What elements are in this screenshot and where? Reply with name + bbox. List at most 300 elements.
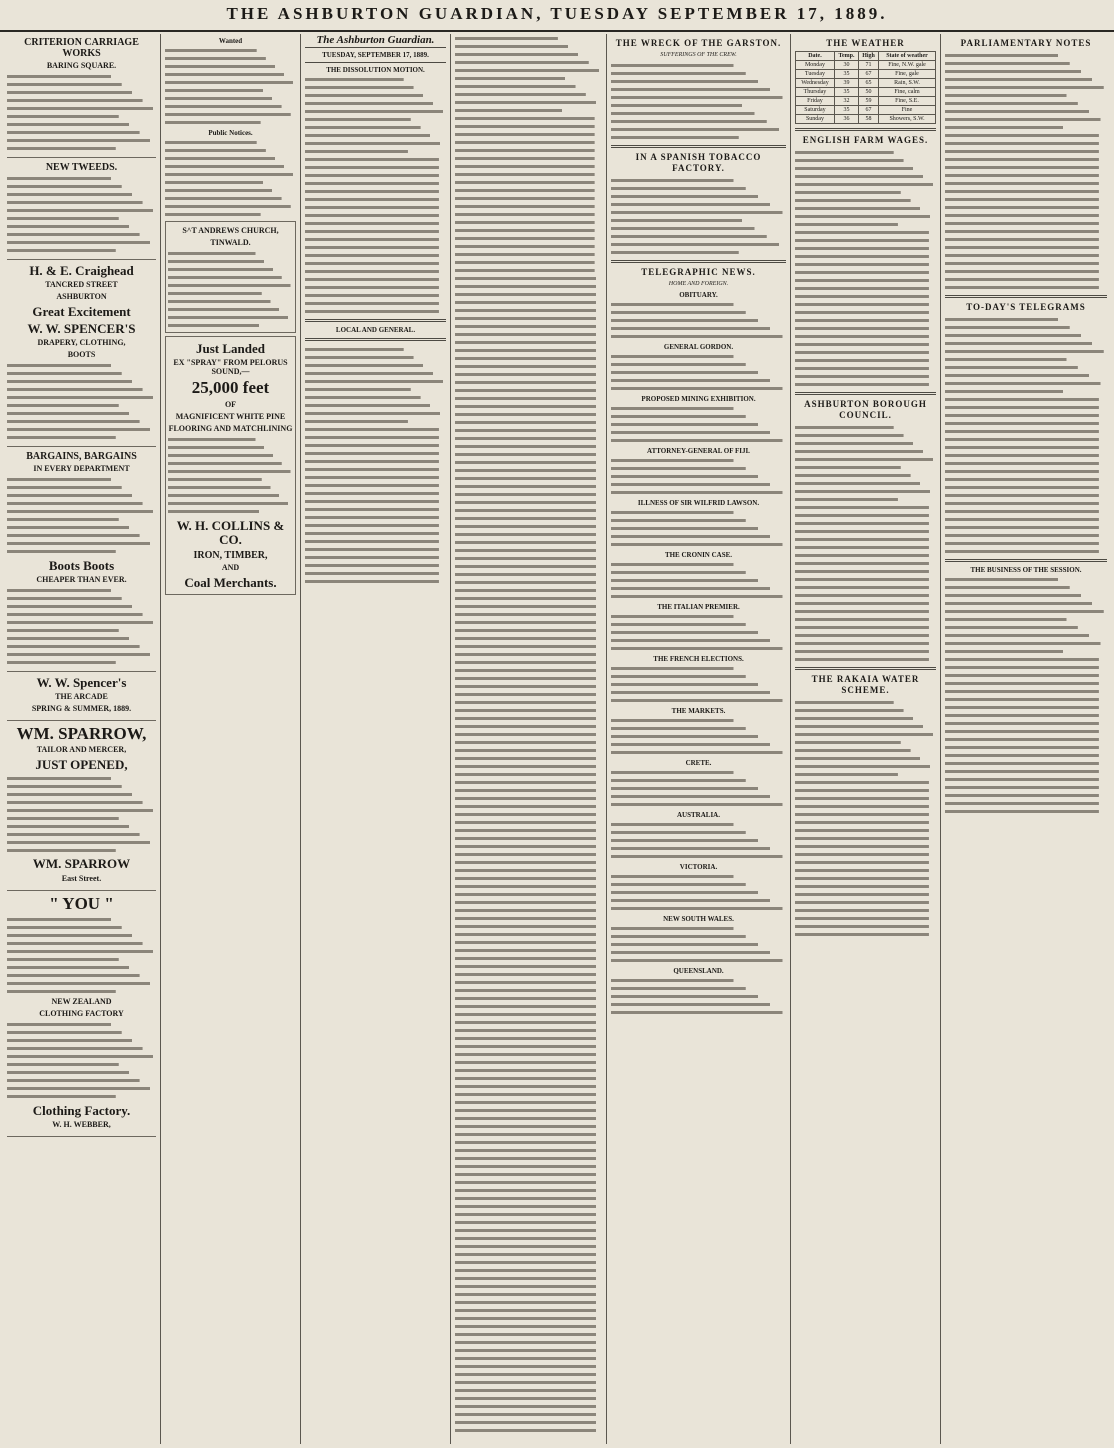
- text-line: [945, 647, 1107, 655]
- text-line: [611, 324, 786, 332]
- weather-cell: 32: [834, 97, 858, 106]
- text-line: [168, 468, 293, 476]
- ad-line: EX "SPRAY" FROM PELORUS SOUND,—: [173, 357, 288, 376]
- text-line: [7, 1077, 156, 1085]
- text-line: [7, 207, 156, 215]
- text-line: [945, 599, 1107, 607]
- text-line: [945, 515, 1107, 523]
- ad-title: BARGAINS, BARGAINS: [26, 450, 137, 462]
- text-line: [611, 776, 786, 784]
- text-line: [455, 1234, 602, 1242]
- text-lines: [611, 560, 786, 600]
- text-line: [945, 491, 1107, 499]
- text-line: [305, 307, 446, 315]
- text-line: [455, 578, 602, 586]
- text-line: [455, 178, 602, 186]
- text-line: [611, 200, 786, 208]
- weather-cell: Sunday: [796, 115, 835, 124]
- weather-cell: 30: [834, 61, 858, 70]
- text-line: [7, 1093, 156, 1101]
- text-line: [945, 155, 1107, 163]
- column-2: [161, 34, 301, 1444]
- text-line: [945, 483, 1107, 491]
- text-line: [7, 434, 156, 442]
- text-line: [7, 1045, 156, 1053]
- text-line: [455, 1090, 602, 1098]
- text-line: [455, 1114, 602, 1122]
- text-line: [455, 346, 602, 354]
- text-line: [945, 751, 1107, 759]
- text-line: [7, 239, 156, 247]
- text-line: [455, 778, 602, 786]
- text-line: [945, 459, 1107, 467]
- masthead: THE ASHBURTON GUARDIAN, TUESDAY SEPTEMBER 17, 1889.: [0, 0, 1114, 32]
- text-line: [455, 714, 602, 722]
- column-3: [301, 34, 451, 1444]
- text-line: [455, 466, 602, 474]
- text-line: [795, 495, 936, 503]
- text-line: [945, 671, 1107, 679]
- text-line: [795, 535, 936, 543]
- text-line: [795, 252, 936, 260]
- text-line: [455, 1186, 602, 1194]
- text-line: [7, 1085, 156, 1093]
- text-line: [611, 584, 786, 592]
- text-line: [7, 806, 156, 814]
- ad-new-tweeds: [7, 162, 156, 260]
- ad-title: " YOU ": [49, 893, 114, 913]
- text-line: [455, 770, 602, 778]
- ad-line: THE ARCADE: [55, 692, 108, 702]
- text-line: [945, 187, 1107, 195]
- text-line: [795, 639, 936, 647]
- text-line: [455, 1010, 602, 1018]
- text-line: [305, 361, 446, 369]
- ad-st-andrews: [165, 221, 296, 333]
- text-line: [455, 1242, 602, 1250]
- text-line: [611, 472, 786, 480]
- text-line: [611, 61, 786, 69]
- ad-line: IN EVERY DEPARTMENT: [33, 463, 130, 473]
- text-line: [945, 115, 1107, 123]
- text-line: [611, 192, 786, 200]
- ad-line: Clothing Factory.: [32, 1102, 131, 1118]
- text-line: [7, 627, 156, 635]
- text-line: [7, 947, 156, 955]
- text-line: [945, 711, 1107, 719]
- text-line: [7, 915, 156, 923]
- text-line: [165, 110, 296, 118]
- text-line: [7, 402, 156, 410]
- text-line: [611, 404, 786, 412]
- text-line: [611, 125, 786, 133]
- telegram-subhead: THE ITALIAN PREMIER.: [657, 603, 740, 611]
- text-line: [305, 353, 446, 361]
- telegram-subhead: GENERAL GORDON.: [663, 343, 734, 351]
- text-line: [168, 306, 293, 314]
- text-line: [455, 794, 602, 802]
- text-line: [7, 587, 156, 595]
- text-line: [945, 243, 1107, 251]
- text-line: [455, 274, 602, 282]
- text-line: [795, 567, 936, 575]
- text-line: [7, 643, 156, 651]
- text-line: [455, 442, 602, 450]
- text-line: [455, 1178, 602, 1186]
- text-line: [795, 156, 936, 164]
- ad-craighead: [7, 264, 156, 447]
- text-line: [611, 456, 786, 464]
- heading-business: THE BUSINESS OF THE SESSION.: [970, 566, 1082, 574]
- text-line: [165, 194, 296, 202]
- text-line: [305, 147, 446, 155]
- text-lines: [168, 250, 293, 330]
- text-line: [611, 368, 786, 376]
- text-line: [305, 283, 446, 291]
- text-line: [945, 663, 1107, 671]
- text-line: [795, 172, 936, 180]
- text-line: [305, 521, 446, 529]
- text-line: [165, 202, 296, 210]
- text-line: [611, 956, 786, 964]
- text-line: [945, 575, 1107, 583]
- text-line: [611, 69, 786, 77]
- text-line: [795, 583, 936, 591]
- text-line: [611, 77, 786, 85]
- text-line: [611, 216, 786, 224]
- text-line: [168, 484, 293, 492]
- text-line: [305, 155, 446, 163]
- text-line: [611, 508, 786, 516]
- text-line: [455, 162, 602, 170]
- heading-telegraphic: TELEGRAPHIC NEWS.: [641, 267, 756, 277]
- text-lines: [611, 404, 786, 444]
- text-line: [795, 882, 936, 890]
- text-line: [455, 1018, 602, 1026]
- text-line: [945, 767, 1107, 775]
- text-line: [455, 1210, 602, 1218]
- ad-title: S^T ANDREWS CHURCH,: [182, 226, 279, 235]
- text-line: [795, 212, 936, 220]
- weather-cell: Fine, calm: [879, 88, 936, 97]
- text-line: [455, 650, 602, 658]
- ad-body-lines: [7, 587, 156, 667]
- text-line: [945, 131, 1107, 139]
- text-line: [795, 204, 936, 212]
- ad-body-lines: [7, 73, 156, 153]
- ad-body-lines: [7, 1021, 156, 1101]
- text-line: [455, 410, 602, 418]
- text-line: [455, 914, 602, 922]
- text-line: [455, 418, 602, 426]
- text-line: [795, 463, 936, 471]
- text-line: [305, 473, 446, 481]
- text-line: [455, 1354, 602, 1362]
- text-line: [455, 378, 602, 386]
- text-line: [455, 850, 602, 858]
- text-line: [455, 226, 602, 234]
- text-line: [165, 138, 296, 146]
- text-line: [168, 460, 293, 468]
- weather-table: [795, 51, 936, 124]
- text-line: [7, 782, 156, 790]
- text-line: [795, 647, 936, 655]
- telegram-subhead: QUEENSLAND.: [673, 967, 724, 975]
- text-line: [611, 836, 786, 844]
- text-line: [305, 385, 446, 393]
- text-line: [945, 267, 1107, 275]
- text-line: [945, 107, 1107, 115]
- text-line: [305, 91, 446, 99]
- text-line: [455, 1362, 602, 1370]
- text-line: [455, 834, 602, 842]
- ad-line: BOOTS: [67, 350, 96, 360]
- text-line: [7, 426, 156, 434]
- text-line: [7, 532, 156, 540]
- text-line: [455, 106, 602, 114]
- text-line: [305, 99, 446, 107]
- heading-farm-wages: ENGLISH FARM WAGES.: [802, 135, 929, 145]
- ad-title-2: W. H. COLLINS & CO.: [176, 517, 285, 547]
- text-line: [168, 452, 293, 460]
- text-line: [945, 59, 1107, 67]
- text-line: [611, 316, 786, 324]
- text-line: [945, 275, 1107, 283]
- text-line: [7, 215, 156, 223]
- text-line: [455, 1138, 602, 1146]
- text-line: [795, 228, 936, 236]
- text-line: [7, 418, 156, 426]
- text-line: [455, 762, 602, 770]
- telegraphic-items: [611, 291, 786, 1016]
- text-line: [611, 133, 786, 141]
- text-line: [455, 1402, 602, 1410]
- text-line: [168, 250, 293, 258]
- text-line: [611, 300, 786, 308]
- text-line: [945, 83, 1107, 91]
- text-lines: [305, 75, 446, 315]
- text-line: [168, 282, 293, 290]
- text-line: [795, 236, 936, 244]
- text-line: [455, 314, 602, 322]
- text-line: [455, 514, 602, 522]
- text-line: [455, 338, 602, 346]
- text-line: [305, 227, 446, 235]
- text-line: [945, 791, 1107, 799]
- text-line: [795, 527, 936, 535]
- text-line: [611, 184, 786, 192]
- text-line: [611, 412, 786, 420]
- weather-header-cell: Date.: [796, 52, 835, 61]
- text-line: [945, 759, 1107, 767]
- text-line: [455, 1314, 602, 1322]
- text-line: [611, 992, 786, 1000]
- text-line: [455, 1370, 602, 1378]
- text-line: [795, 930, 936, 938]
- text-line: [305, 433, 446, 441]
- text-line: [945, 531, 1107, 539]
- text-line: [305, 259, 446, 267]
- weather-row: [796, 70, 936, 79]
- text-line: [7, 603, 156, 611]
- column-1: [3, 34, 161, 1444]
- text-line: [7, 362, 156, 370]
- text-line: [455, 82, 602, 90]
- text-line: [455, 986, 602, 994]
- text-line: [611, 716, 786, 724]
- text-line: [7, 659, 156, 667]
- text-line: [945, 735, 1107, 743]
- weather-cell: 65: [859, 79, 879, 88]
- text-line: [945, 347, 1107, 355]
- text-line: [455, 1426, 602, 1434]
- telegram-subhead: THE MARKETS.: [671, 707, 726, 715]
- text-line: [305, 369, 446, 377]
- text-line: [795, 487, 936, 495]
- text-line: [455, 826, 602, 834]
- text-line: [305, 219, 446, 227]
- text-line: [7, 838, 156, 846]
- text-line: [165, 102, 296, 110]
- text-line: [305, 401, 446, 409]
- text-line: [165, 62, 296, 70]
- text-line: [455, 218, 602, 226]
- text-line: [455, 1250, 602, 1258]
- text-line: [7, 1053, 156, 1061]
- text-line: [455, 1066, 602, 1074]
- ad-line: TINWALD.: [210, 237, 251, 247]
- text-line: [455, 634, 602, 642]
- ad-title: CRITERION CARRIAGE WORKS: [24, 37, 139, 59]
- text-lines: [611, 61, 786, 141]
- text-line: [455, 818, 602, 826]
- text-line: [7, 223, 156, 231]
- text-line: [455, 802, 602, 810]
- text-line: [945, 615, 1107, 623]
- text-line: [795, 866, 936, 874]
- text-line: [7, 931, 156, 939]
- text-line: [945, 539, 1107, 547]
- text-line: [795, 794, 936, 802]
- text-line: [795, 447, 936, 455]
- text-line: [305, 465, 446, 473]
- text-line: [455, 1394, 602, 1402]
- text-line: [168, 266, 293, 274]
- text-line: [455, 1338, 602, 1346]
- text-line: [305, 203, 446, 211]
- text-line: [7, 790, 156, 798]
- text-line: [795, 826, 936, 834]
- text-line: [455, 66, 602, 74]
- ad-line: SPRING & SUMMER, 1889.: [31, 703, 132, 713]
- text-line: [611, 976, 786, 984]
- text-line: [7, 199, 156, 207]
- ad-line: DRAPERY, CLOTHING,: [37, 338, 126, 348]
- text-line: [305, 211, 446, 219]
- text-line: [455, 322, 602, 330]
- text-line: [945, 203, 1107, 211]
- text-line: [455, 1130, 602, 1138]
- text-line: [455, 1282, 602, 1290]
- text-lines: [795, 423, 936, 663]
- text-line: [305, 75, 446, 83]
- text-line: [455, 810, 602, 818]
- text-line: [455, 122, 602, 130]
- text-line: [455, 938, 602, 946]
- text-line: [611, 724, 786, 732]
- text-line: [7, 1037, 156, 1045]
- telegram-subhead: VICTORIA.: [679, 863, 718, 871]
- weather-cell: Fine, N.W. gale: [879, 61, 936, 70]
- text-line: [455, 618, 602, 626]
- weather-cell: 59: [859, 97, 879, 106]
- text-line: [945, 75, 1107, 83]
- text-line: [305, 171, 446, 179]
- weather-cell: 67: [859, 106, 879, 115]
- text-line: [305, 409, 446, 417]
- text-lines: [611, 508, 786, 548]
- text-line: [455, 642, 602, 650]
- text-line: [795, 292, 936, 300]
- text-line: [945, 679, 1107, 687]
- text-line: [611, 880, 786, 888]
- ad-just-landed: [165, 336, 296, 596]
- weather-cell: 35: [834, 88, 858, 97]
- text-line: [455, 1386, 602, 1394]
- text-line: [7, 798, 156, 806]
- text-line: [945, 419, 1107, 427]
- text-lines: [611, 976, 786, 1016]
- subheading-wreck: SUFFERINGS OF THE CREW.: [660, 52, 737, 58]
- text-line: [455, 386, 602, 394]
- text-line: [165, 162, 296, 170]
- text-line: [611, 680, 786, 688]
- text-line: [795, 543, 936, 551]
- text-line: [7, 378, 156, 386]
- weather-cell: 67: [859, 70, 879, 79]
- text-line: [611, 568, 786, 576]
- text-line: [945, 355, 1107, 363]
- text-line: [455, 570, 602, 578]
- ad-body-lines: [7, 362, 156, 442]
- text-line: [305, 393, 446, 401]
- text-line: [795, 914, 936, 922]
- text-line: [455, 90, 602, 98]
- text-line: [945, 783, 1107, 791]
- text-line: [611, 224, 786, 232]
- text-line: [795, 148, 936, 156]
- ad-title: Just Landed: [196, 340, 265, 356]
- heading-weather: THE WEATHER: [826, 38, 905, 48]
- text-line: [168, 500, 293, 508]
- text-line: [611, 748, 786, 756]
- text-line: [7, 476, 156, 484]
- text-line: [611, 516, 786, 524]
- text-line: [611, 872, 786, 880]
- text-line: [611, 480, 786, 488]
- ad-line: W. W. SPENCER'S: [27, 320, 136, 336]
- text-line: [455, 458, 602, 466]
- text-line: [945, 775, 1107, 783]
- text-line: [455, 42, 602, 50]
- text-line: [611, 248, 786, 256]
- telegram-subhead: NEW SOUTH WALES.: [663, 915, 734, 923]
- text-line: [795, 164, 936, 172]
- text-line: [611, 688, 786, 696]
- text-line: [7, 540, 156, 548]
- text-line: [945, 411, 1107, 419]
- text-line: [168, 508, 293, 516]
